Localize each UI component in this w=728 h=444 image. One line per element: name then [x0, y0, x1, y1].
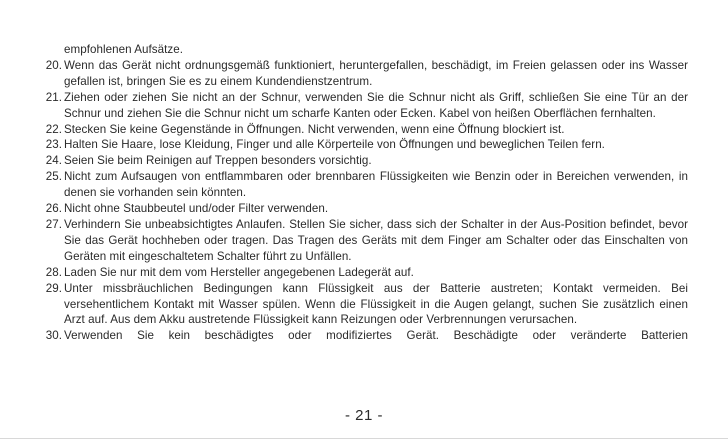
item-number: 27. — [45, 217, 62, 231]
item-text: Nicht zum Aufsaugen von entflammbaren oder brennbaren Flüssigkeiten wie Benzin oder in Bereichen verwenden, in denen sie vorhanden sein könnten. — [64, 170, 688, 200]
item-number: 25. — [45, 170, 62, 184]
item-text: Nicht ohne Staubbeutel und/oder Filter verwenden. — [64, 202, 329, 216]
item-text: Verwenden Sie kein beschädigtes oder modifiziertes Gerät. Beschädigte oder veränderte Batterien — [64, 329, 688, 343]
continuation-text: empfohlenen Aufsätze. — [64, 43, 184, 56]
item-text: Wenn das Gerät nicht ordnungsgemäß funktioniert, heruntergefallen, beschädigt, im Freien gelassen oder ins Wasser gefallen ist, bringen Sie es zu einem Kundendienstzentrum. — [64, 58, 688, 88]
continuation-line — [36, 42, 688, 58]
list-item-25 — [36, 169, 688, 201]
item-text: Seien Sie beim Reinigen auf Treppen besonders vorsichtig. — [64, 154, 372, 168]
list-item-26 — [36, 201, 688, 217]
item-number: 22. — [45, 122, 62, 136]
item-number: 26. — [45, 202, 62, 216]
item-number: 29. — [45, 281, 62, 295]
page-bottom-divider — [0, 438, 728, 439]
list-item-30 — [36, 328, 688, 344]
instruction-list — [36, 42, 688, 344]
page-number: - 21 - — [344, 407, 383, 424]
item-number: 28. — [45, 265, 62, 279]
list-item-24 — [36, 153, 688, 169]
item-number: 20. — [45, 58, 62, 72]
item-number: 24. — [45, 154, 62, 168]
list-item-22 — [36, 122, 688, 138]
item-text: Laden Sie nur mit dem vom Hersteller angegebenen Ladegerät auf. — [64, 265, 414, 279]
list-item-29 — [36, 281, 688, 329]
item-number: 30. — [45, 329, 62, 343]
item-text: Stecken Sie keine Gegenstände in Öffnungen. Nicht verwenden, wenn eine Öffnung blockiert ist. — [64, 122, 565, 136]
item-text: Verhindern Sie unbeabsichtigtes Anlaufen. Stellen Sie sicher, dass sich der Schalter in der Aus-Position befindet, bevor Sie das Gerät hochheben oder tragen. Das Tragen des Geräts mit dem Finger am Schalter oder das Einschalten von Geräten mit eingeschaltetem Schalter führt zu Unfällen. — [64, 217, 688, 263]
list-item-23 — [36, 137, 688, 153]
list-item-20 — [36, 58, 688, 90]
item-number: 23. — [45, 138, 62, 152]
list-item-28 — [36, 265, 688, 281]
item-text: Ziehen oder ziehen Sie nicht an der Schnur, verwenden Sie die Schnur nicht als Griff, schließen Sie eine Tür an der Schnur und ziehen Sie die Schnur nicht um scharfe Kanten oder Ecken. Kabel von heißen Oberflächen fernhalten. — [64, 90, 688, 120]
list-item-27 — [36, 217, 688, 265]
item-text: Unter missbräuchlichen Bedingungen kann Flüssigkeit aus der Batterie austreten; Kontakt vermeiden. Bei versehentlichem Kontakt mit Wasser spülen. Wenn die Flüssigkeit in die Augen gelangt, suchen Sie zusätzlich einen Arzt auf. Aus dem Akku austretende Flüssigkeit kann Reizungen oder Verbrennungen verursachen. — [64, 281, 688, 327]
item-text: Halten Sie Haare, lose Kleidung, Finger und alle Körperteile von Öffnungen und beweglichen Teilen fern. — [64, 138, 605, 152]
list-item-21 — [36, 90, 688, 122]
item-number: 21. — [45, 90, 62, 104]
